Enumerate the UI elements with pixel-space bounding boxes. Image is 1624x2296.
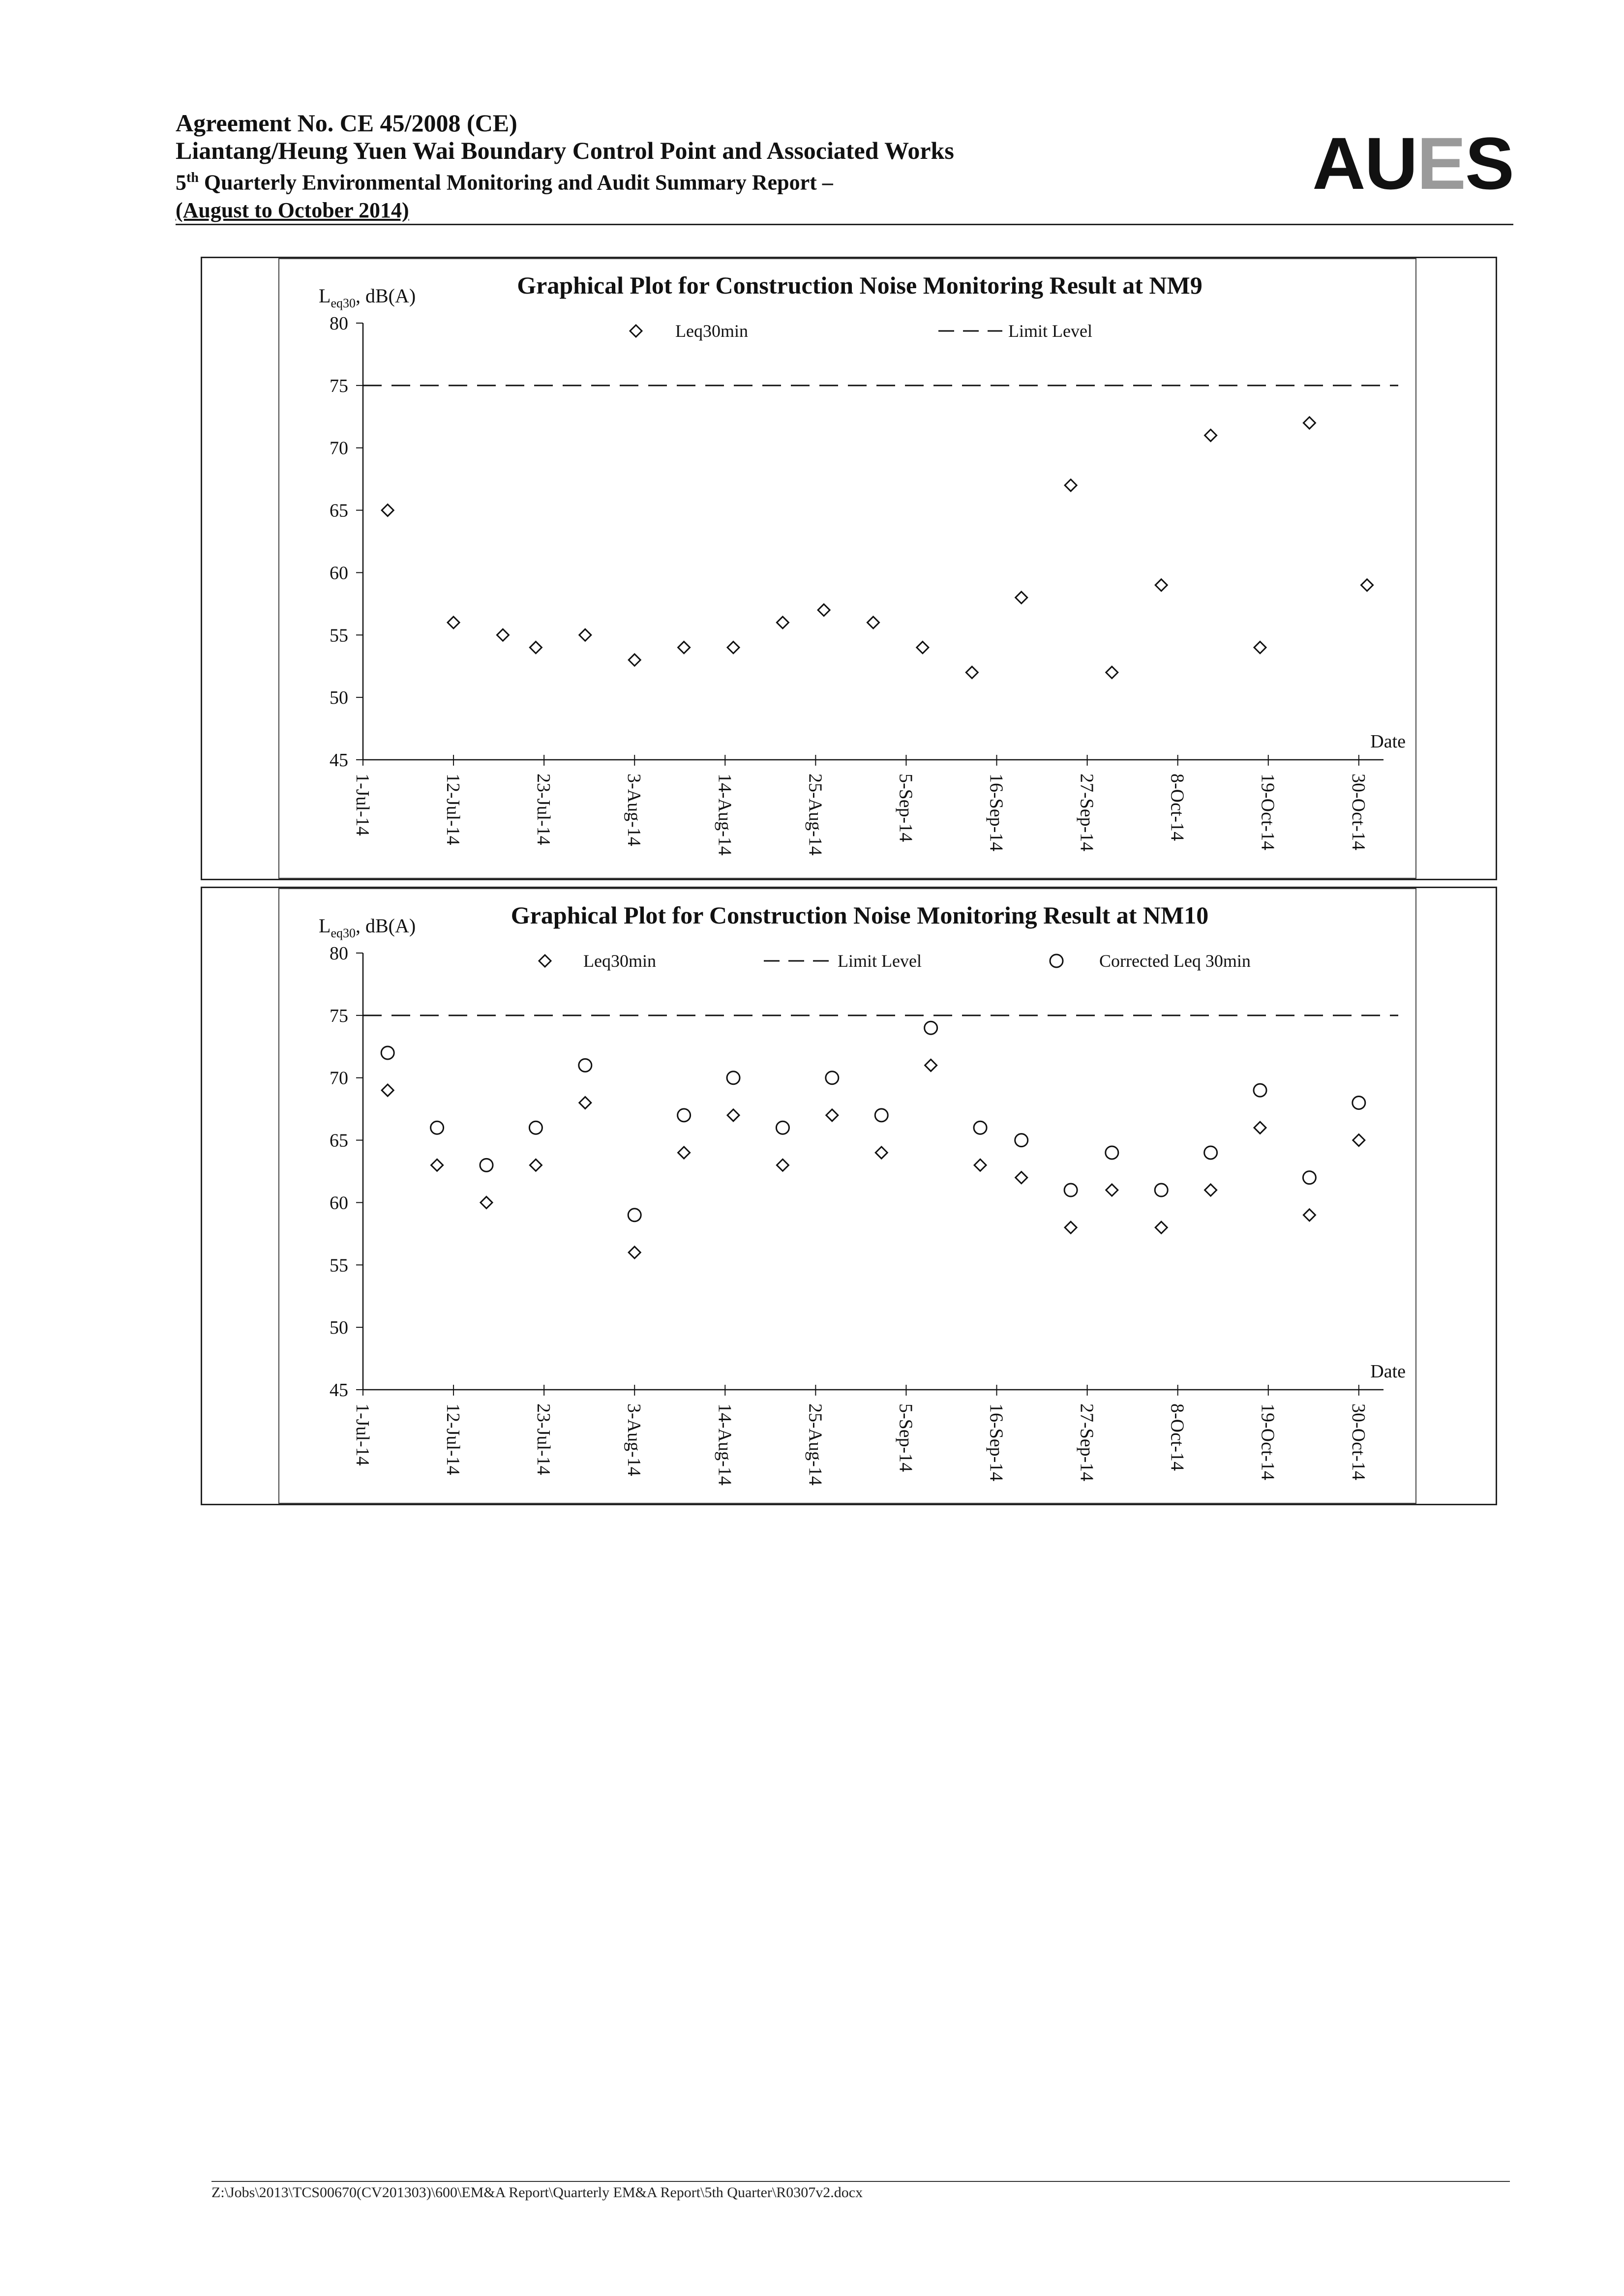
x-tick-label: 27-Sep-14: [1076, 774, 1097, 852]
legend-leq-label: Leq30min: [675, 321, 748, 341]
leq-point: [382, 1084, 393, 1096]
chart-title: Graphical Plot for Construction Noise Monitoring Result at NM10: [511, 901, 1209, 929]
y-tick-label: 65: [330, 500, 348, 521]
leq-point: [530, 642, 541, 654]
y-tick-label: 80: [330, 313, 348, 334]
y-axis-label: $L_{eq30}$, dB(A): [319, 915, 416, 940]
legend-limit-label: Limit Level: [1008, 321, 1092, 341]
leq-point: [1155, 1222, 1167, 1233]
y-tick-label: 65: [330, 1130, 348, 1151]
y-tick-label: 70: [330, 1068, 348, 1089]
y-axis-label: $L_{eq30}$, dB(A): [319, 285, 416, 310]
leq-point: [1254, 1122, 1266, 1133]
corrected-leq-point: [1353, 1096, 1365, 1109]
leq-point: [826, 1109, 838, 1121]
chart-title: Graphical Plot for Construction Noise Monitoring Result at NM9: [517, 271, 1203, 299]
leq-point: [431, 1159, 443, 1171]
corrected-leq-point: [431, 1121, 444, 1134]
leq-point: [629, 1247, 640, 1258]
leq-point: [1065, 479, 1077, 491]
leq-point: [678, 1147, 690, 1159]
leq-point: [917, 642, 929, 654]
corrected-leq-point: [480, 1159, 493, 1171]
leq-point: [1016, 1172, 1027, 1184]
x-axis-label: Date: [1370, 1361, 1406, 1382]
report-header: [176, 109, 1513, 224]
corrected-leq-point: [1064, 1184, 1077, 1196]
chart-panel-nm10: [278, 888, 1416, 1504]
corrected-leq-point: [727, 1072, 740, 1084]
legend-corrected-label: Corrected Leq 30min: [1099, 951, 1251, 971]
agreement-number: Agreement No. CE 45/2008 (CE): [176, 109, 517, 137]
x-tick-label: 16-Sep-14: [986, 774, 1007, 852]
corrected-leq-point: [381, 1046, 394, 1059]
leq-point: [1106, 666, 1118, 678]
y-tick-label: 75: [330, 375, 348, 396]
y-tick-label: 55: [330, 1255, 348, 1276]
leq-point: [448, 617, 459, 628]
y-tick-label: 50: [330, 1317, 348, 1339]
chart-nm9: [279, 259, 1415, 878]
leq-point: [1016, 592, 1027, 603]
x-tick-label: 12-Jul-14: [443, 774, 464, 845]
leq-point: [1065, 1222, 1077, 1233]
leq-point: [382, 505, 393, 516]
leq-point: [777, 617, 788, 628]
corrected-leq-point: [1303, 1171, 1316, 1184]
x-tick-label: 3-Aug-14: [624, 1403, 645, 1476]
x-tick-label: 1-Jul-14: [352, 774, 373, 836]
y-tick-label: 60: [330, 1193, 348, 1214]
chart-frame-nm10: [201, 887, 1497, 1505]
legend-corrected-marker: [1050, 954, 1063, 967]
x-tick-label: 23-Jul-14: [533, 1403, 554, 1475]
x-tick-label: 14-Aug-14: [714, 774, 735, 856]
leq-point: [1155, 579, 1167, 591]
x-tick-label: 3-Aug-14: [624, 774, 645, 846]
x-tick-label: 19-Oct-14: [1257, 774, 1278, 851]
report-number: 5: [176, 170, 186, 195]
report-period: (August to October 2014): [176, 198, 409, 222]
x-tick-label: 30-Oct-14: [1348, 1403, 1369, 1481]
report-title-text: Quarterly Environmental Monitoring and Audit Summary Report –: [198, 170, 833, 195]
footer-file-path: Z:\Jobs\2013\TCS00670(CV201303)\600\EM&A Report\Quarterly EM&A Report\5th Quarter\R0307v2.docx: [211, 2184, 863, 2201]
leq-point: [966, 666, 978, 678]
leq-point: [497, 629, 509, 641]
y-tick-label: 70: [330, 438, 348, 459]
corrected-leq-point: [875, 1109, 888, 1122]
leq-point: [1303, 417, 1315, 429]
x-tick-label: 16-Sep-14: [986, 1403, 1007, 1482]
leq-point: [777, 1159, 788, 1171]
corrected-leq-point: [826, 1072, 839, 1084]
leq-point: [727, 642, 739, 654]
x-tick-label: 1-Jul-14: [352, 1403, 373, 1466]
logo-letter-s: S: [1465, 122, 1513, 205]
footer-divider: [211, 2181, 1510, 2182]
corrected-leq-point: [678, 1109, 691, 1122]
leq-point: [868, 617, 879, 628]
x-tick-label: 5-Sep-14: [895, 774, 916, 842]
corrected-leq-point: [1254, 1084, 1266, 1097]
leq-point: [629, 654, 640, 666]
x-tick-label: 27-Sep-14: [1076, 1403, 1097, 1482]
x-tick-label: 25-Aug-14: [805, 774, 826, 856]
legend-leq-label: Leq30min: [583, 951, 656, 971]
y-tick-label: 55: [330, 625, 348, 646]
chart-frame-nm9: [201, 257, 1497, 880]
report-number-suffix: th: [186, 170, 199, 185]
leq-point: [481, 1196, 492, 1208]
leq-point: [727, 1109, 739, 1121]
leq-point: [579, 1097, 591, 1108]
leq-point: [1205, 429, 1217, 441]
corrected-leq-point: [1204, 1146, 1217, 1159]
x-tick-label: 30-Oct-14: [1348, 774, 1369, 851]
leq-point: [1361, 579, 1373, 591]
corrected-leq-point: [579, 1059, 592, 1072]
leq-point: [678, 642, 690, 654]
legend-limit-label: Limit Level: [838, 951, 922, 971]
leq-point: [530, 1159, 541, 1171]
corrected-leq-point: [1015, 1134, 1028, 1147]
x-tick-label: 23-Jul-14: [533, 774, 554, 845]
leq-point: [1254, 642, 1266, 654]
corrected-leq-point: [1106, 1146, 1118, 1159]
leq-point: [925, 1059, 937, 1071]
x-tick-label: 14-Aug-14: [714, 1403, 735, 1486]
chart-nm10: [279, 889, 1415, 1503]
x-axis-label: Date: [1370, 731, 1406, 752]
leq-point: [1205, 1184, 1217, 1196]
legend-leq-marker: [630, 325, 642, 337]
header-divider: [176, 224, 1513, 225]
logo-letter-e: E: [1416, 122, 1465, 205]
project-title: Liantang/Heung Yuen Wai Boundary Control Point and Associated Works: [176, 137, 954, 164]
x-tick-label: 8-Oct-14: [1167, 774, 1188, 841]
corrected-leq-point: [974, 1121, 987, 1134]
y-tick-label: 45: [330, 1380, 348, 1401]
x-tick-label: 8-Oct-14: [1167, 1403, 1188, 1471]
leq-point: [579, 629, 591, 641]
logo-letters-au: AU: [1312, 122, 1417, 205]
y-tick-label: 50: [330, 687, 348, 709]
legend-leq-marker: [539, 955, 551, 967]
y-tick-label: 80: [330, 943, 348, 964]
leq-point: [875, 1147, 887, 1159]
leq-point: [1303, 1209, 1315, 1221]
corrected-leq-point: [1155, 1184, 1168, 1196]
y-tick-label: 60: [330, 563, 348, 584]
leq-point: [1353, 1134, 1365, 1146]
y-tick-label: 45: [330, 750, 348, 771]
leq-point: [1106, 1184, 1118, 1196]
leq-point: [818, 604, 830, 616]
x-tick-label: 25-Aug-14: [805, 1403, 826, 1486]
corrected-leq-point: [628, 1209, 641, 1222]
corrected-leq-point: [529, 1121, 542, 1134]
x-tick-label: 12-Jul-14: [443, 1403, 464, 1475]
x-tick-label: 5-Sep-14: [895, 1403, 916, 1472]
leq-point: [974, 1159, 986, 1171]
corrected-leq-point: [776, 1121, 789, 1134]
y-tick-label: 75: [330, 1005, 348, 1026]
chart-panel-nm9: [278, 258, 1416, 879]
corrected-leq-point: [925, 1021, 937, 1034]
aues-logo: [1312, 122, 1513, 205]
x-tick-label: 19-Oct-14: [1257, 1403, 1278, 1481]
